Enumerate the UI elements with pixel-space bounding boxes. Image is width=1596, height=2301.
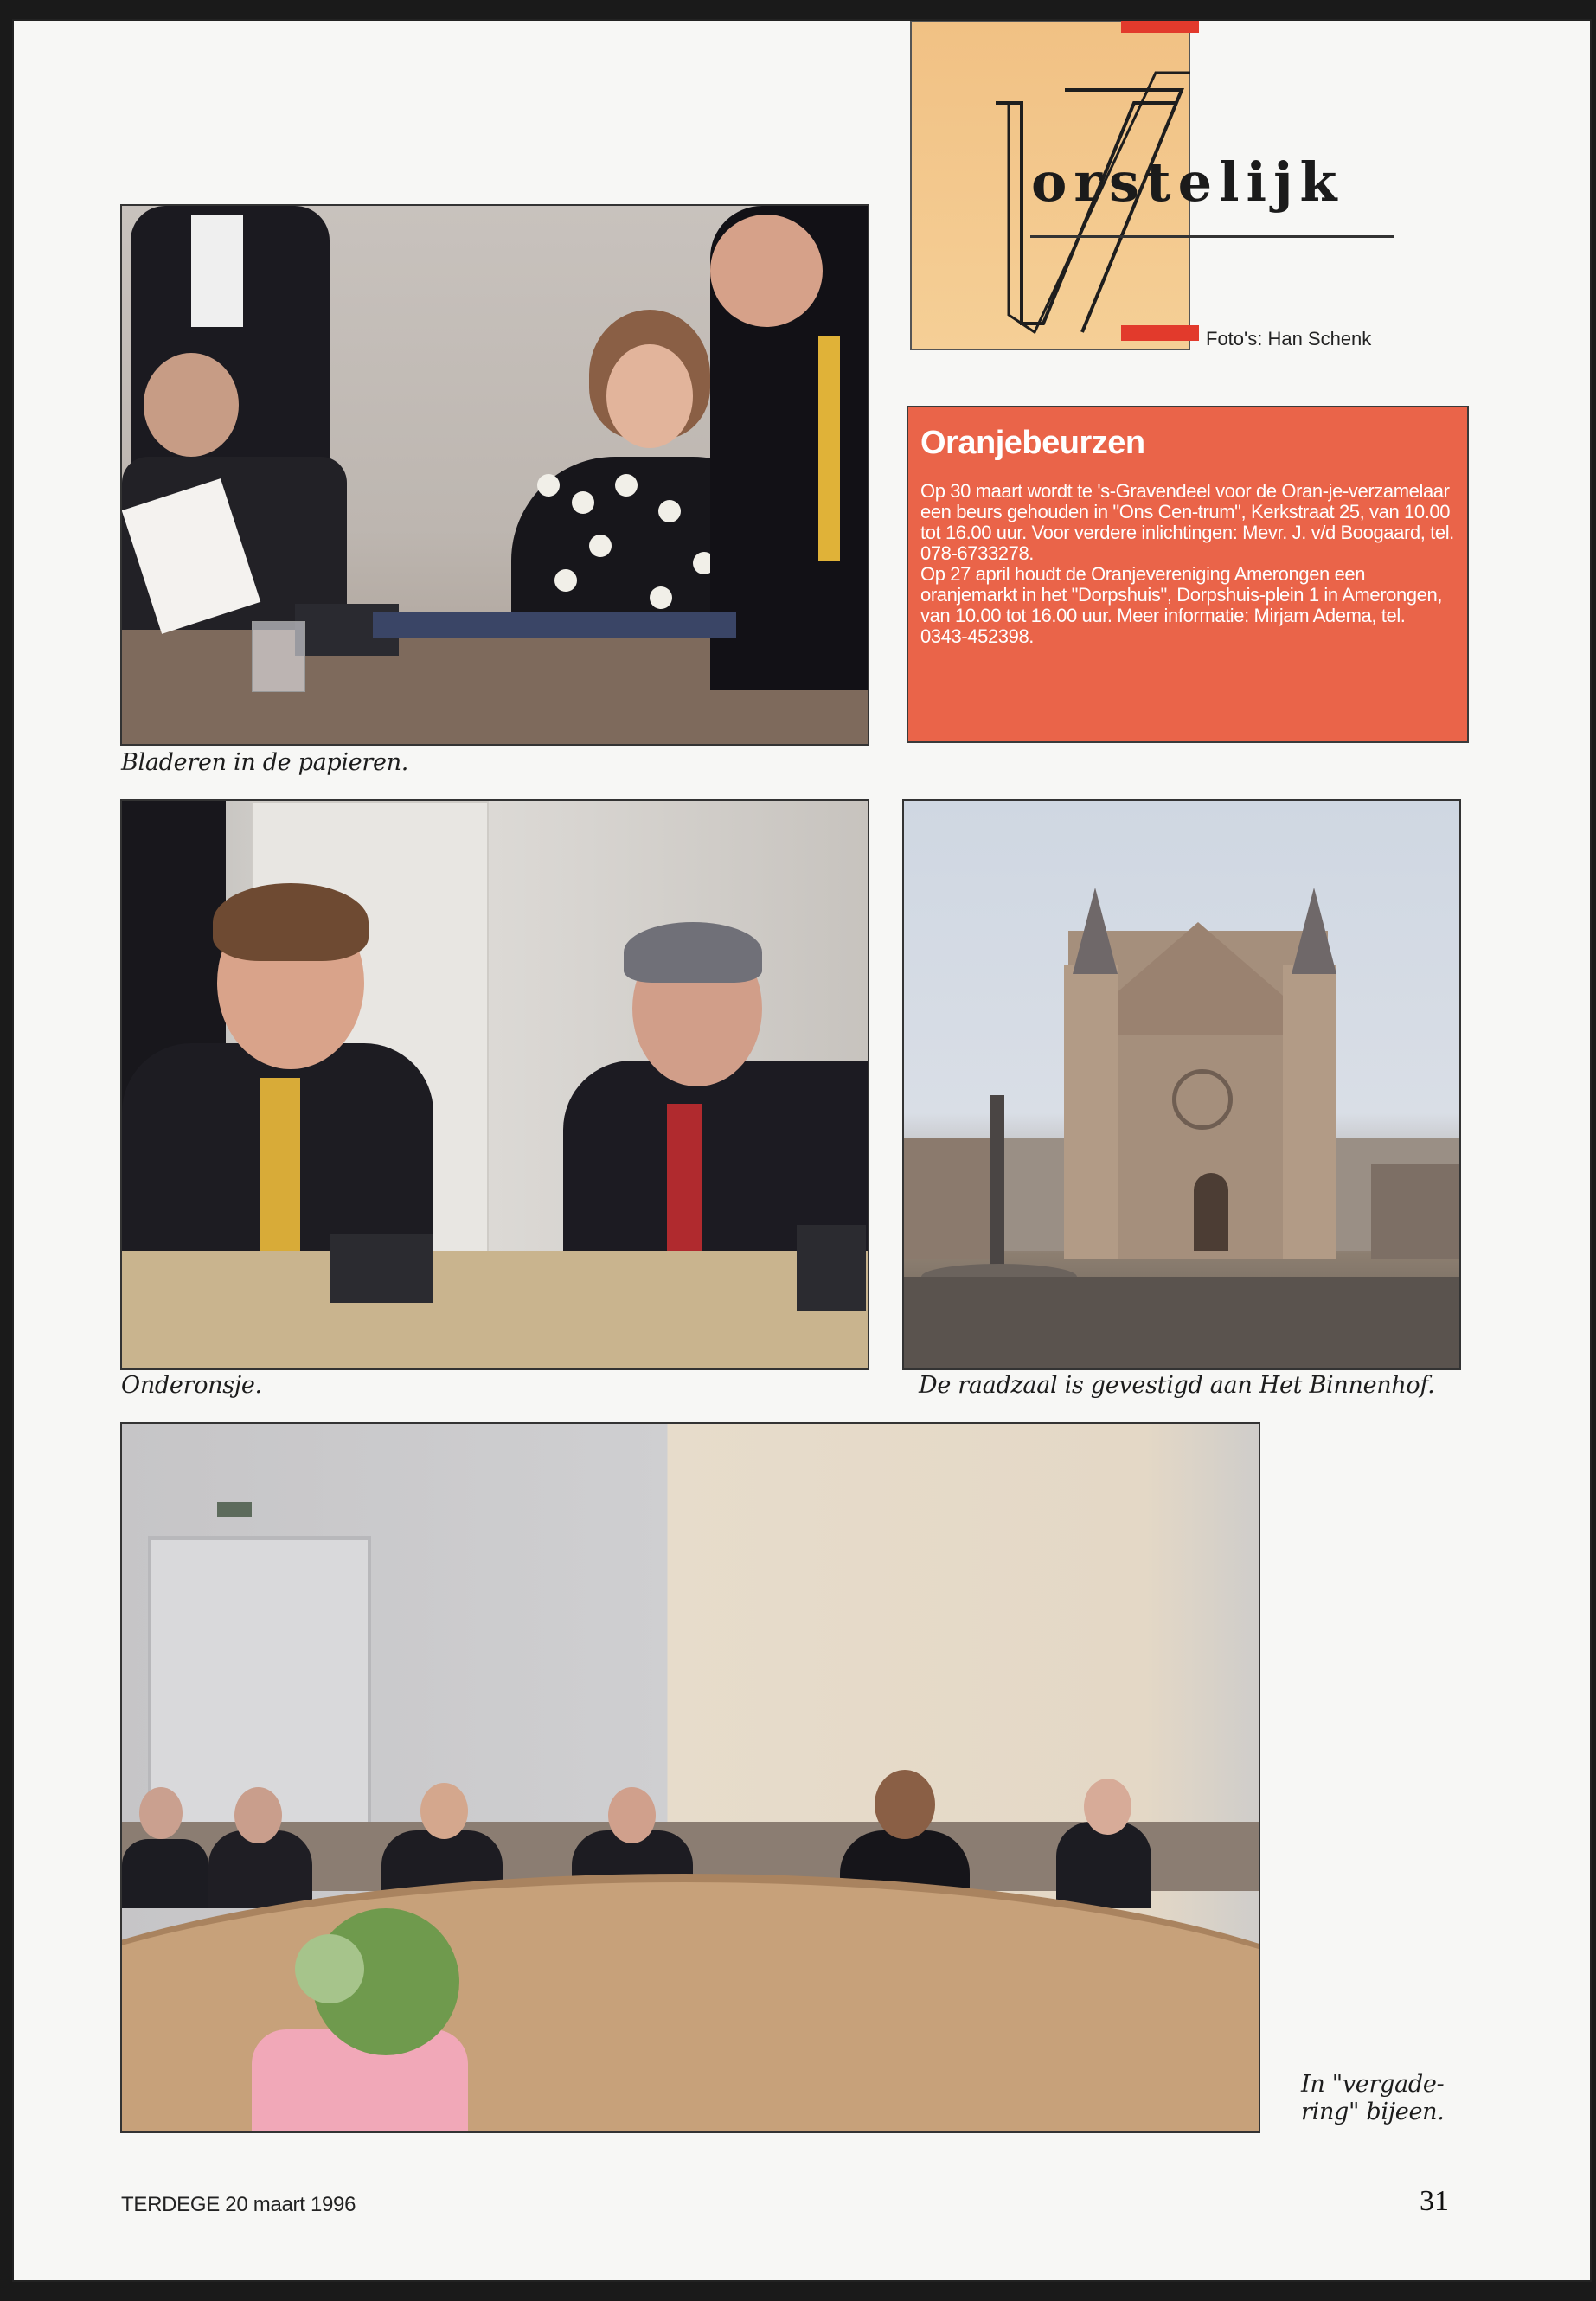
caption-photo-signing: Bladeren in de papieren. [121, 749, 409, 776]
caption-photo-meeting-line-2: ring" bijeen. [1301, 2099, 1445, 2125]
caption-photo-meeting-line-1: In "vergade- [1301, 2071, 1445, 2098]
photo-signing [120, 204, 869, 746]
logo-red-bar-top [1121, 21, 1199, 33]
logo-word: orstelijk [1031, 151, 1344, 214]
logo-underline [1030, 235, 1394, 238]
page-number: 31 [1420, 2185, 1449, 2217]
caption-photo-conversation: Onderonsje. [121, 1372, 262, 1399]
photo-binnenhof [902, 799, 1461, 1370]
info-box-oranjebeurzen [907, 406, 1469, 743]
photo-credit: Foto's: Han Schenk [1206, 328, 1372, 349]
footer-publication: TERDEGE 20 maart 1996 [121, 2193, 356, 2216]
caption-photo-binnenhof: De raadzaal is gevestigd aan Het Binnenhof. [919, 1372, 1435, 1399]
info-box-title: Oranjebeurzen [920, 425, 1145, 461]
info-paragraph-2: Op 27 april houdt de Oranjevereniging Amerongen een oranjemarkt in het "Dorpshuis", Dorpshuis-plein 1 in Amerongen, van 10.00 tot 16.00 uur. Meer informatie: Mirjam Adema, tel. 0343-452398. [920, 563, 1443, 647]
caption-photo-meeting [1301, 2071, 1465, 2126]
photo-meeting [120, 1422, 1260, 2133]
photo-conversation [120, 799, 869, 1370]
info-paragraph-1: Op 30 maart wordt te 's-Gravendeel voor de Oran-je-verzamelaar een beurs gehouden in "Ons Cen-trum", Kerkstraat 25, van 10.00 tot 16.00 uur. Voor verdere inlichtingen: Mevr. J. v/d Boogaard, tel. 078-6733278. [920, 480, 1454, 564]
magazine-page [12, 19, 1592, 2282]
